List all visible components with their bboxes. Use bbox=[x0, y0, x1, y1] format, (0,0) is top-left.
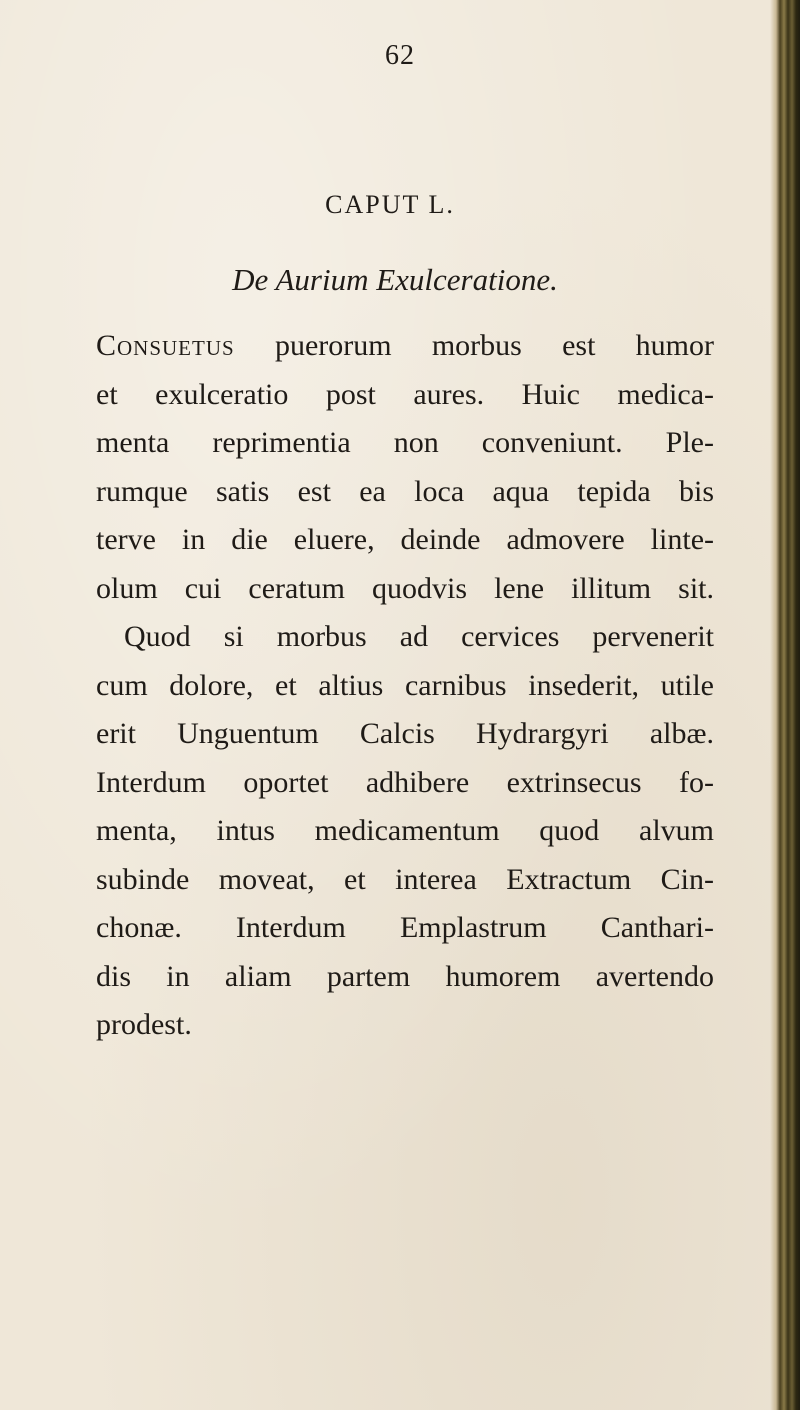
text-line-10: Interdum oportet adhibere extrinsecus fo- bbox=[96, 765, 714, 799]
text-line-2: et exulceratio post aures. Huic medica- bbox=[96, 377, 714, 411]
first-line-rest: puerorum morbus est humor bbox=[234, 329, 714, 362]
text-line-6: olum cui ceratum quodvis lene illitum sit. bbox=[96, 571, 714, 605]
text-line-5: terve in die eluere, deinde admovere linte- bbox=[96, 523, 714, 556]
text-line-14: dis in aliam partem humorem avertendo bbox=[96, 959, 714, 993]
text-line-12: subinde moveat, et interea Extractum Cin- bbox=[96, 862, 714, 896]
text-line-1 bbox=[96, 322, 714, 371]
text-line-15: prodest. bbox=[96, 1008, 192, 1041]
text-line-4: rumque satis est ea loca aqua tepida bis bbox=[96, 474, 714, 508]
chapter-subtitle: De Aurium Exulceratione. bbox=[232, 262, 558, 297]
first-word: Consuetus bbox=[96, 329, 235, 362]
text-line-8: cum dolore, et altius carnibus insederit, utile bbox=[96, 668, 714, 702]
text-line-3: menta reprimentia non conveniunt. Ple- bbox=[96, 426, 714, 459]
text-line-13: chonæ. Interdum Emplastrum Canthari- bbox=[96, 911, 714, 944]
text-line-9: erit Unguentum Calcis Hydrargyri albæ. bbox=[96, 717, 714, 750]
text-line-11: menta, intus medicamentum quod alvum bbox=[96, 814, 714, 847]
page-number: 62 bbox=[385, 40, 415, 71]
chapter-title: CAPUT L. bbox=[325, 190, 455, 219]
text-line-7: Quod si morbus ad cervices pervenerit bbox=[124, 620, 714, 653]
body-paragraph bbox=[96, 322, 714, 1050]
